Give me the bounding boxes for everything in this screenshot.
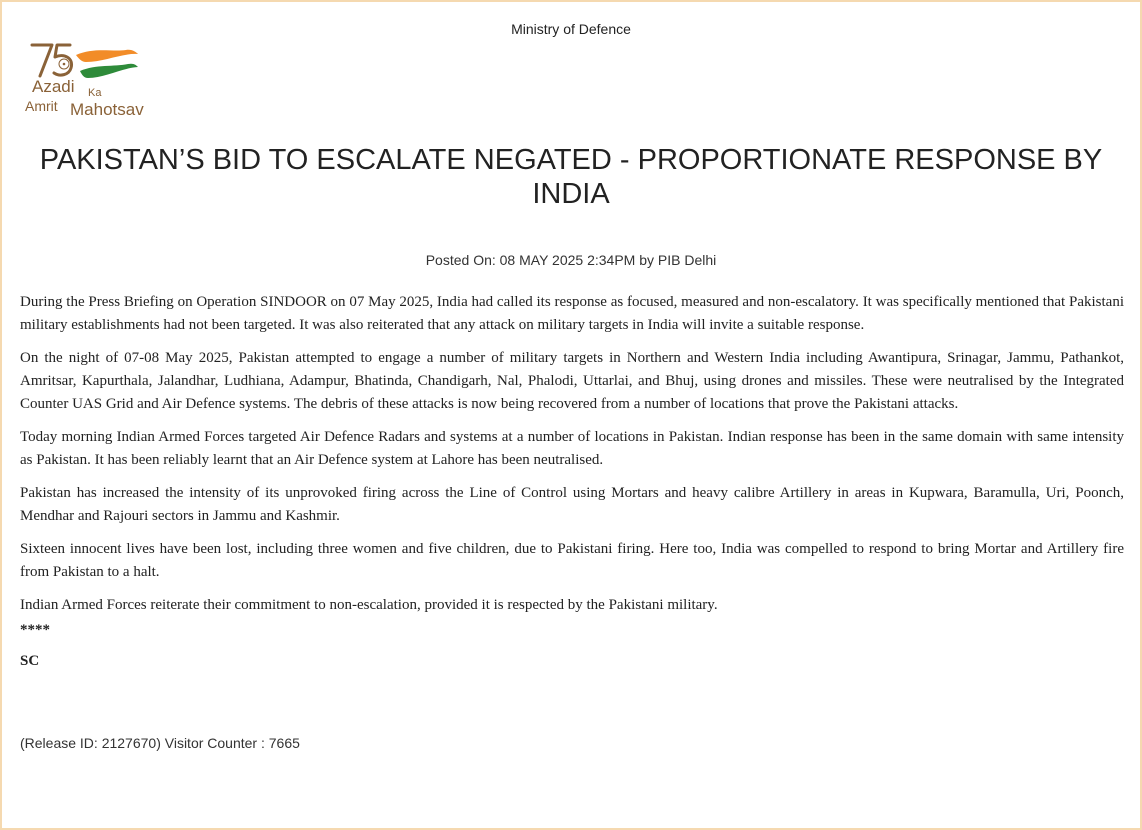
release-body: [20, 291, 1124, 683]
logo-text-azadi: Azadi: [32, 77, 75, 96]
page-title: PAKISTAN’S BID TO ESCALATE NEGATED - PROPORTIONATE RESPONSE BY INDIA: [39, 144, 1103, 210]
azadi-ka-amrit-mahotsav-logo: [24, 40, 169, 126]
body-paragraph: Indian Armed Forces reiterate their commitment to non-escalation, provided it is respected by the Pakistani military.: [20, 597, 718, 613]
logo-text-mahotsav: Mahotsav: [70, 100, 144, 119]
posted-on-line: Posted On: 08 MAY 2025 2:34PM by PIB Delhi: [425, 252, 717, 268]
release-id-visitor-counter: (Release ID: 2127670) Visitor Counter : 7665: [20, 735, 300, 751]
logo-text-ka: Ka: [88, 87, 102, 99]
body-paragraph: During the Press Briefing on Operation SINDOOR on 07 May 2025, India had called its response as focused, measured and non-escalatory. It was specifically mentioned that Pakistani military establishments had not been targeted. It was also reiterated that any attack on military targets in India will invite a suitable response.: [20, 294, 1124, 333]
section-separator: ****: [20, 622, 50, 638]
ministry-name: Ministry of Defence: [511, 21, 631, 37]
signature-initials: SC: [20, 653, 40, 669]
body-paragraph: Pakistan has increased the intensity of its unprovoked firing across the Line of Control using Mortars and heavy calibre Artillery in areas in Kupwara, Baramulla, Uri, Poonch, Mendhar and Rajouri sectors in Jammu and Kashmir.: [20, 485, 1124, 524]
body-paragraph: Sixteen innocent lives have been lost, including three women and five children, due to Pakistani firing. Here too, India was compelled to respond to bring Mortar and Artillery fire from Pakistan to a halt.: [20, 541, 1124, 580]
body-paragraph: Today morning Indian Armed Forces targeted Air Defence Radars and systems at a number of locations in Pakistan. Indian response has been in the same domain with same intensity as Pakistan. It has been reliably learnt that an Air Defence system at Lahore has been neutralised.: [20, 429, 1124, 468]
logo-text-amrit: Amrit: [25, 98, 58, 114]
body-paragraph: On the night of 07-08 May 2025, Pakistan attempted to engage a number of military targets in Northern and Western India including Awantipura, Srinagar, Jammu, Pathankot, Amritsar, Kapurthala, Jalandhar, Ludhiana, Adampur, Bhatinda, Chandigarh, Nal, Phalodi, Uttarlai, and Bhuj, using drones and missiles. These were neutralised by the Integrated Counter UAS Grid and Air Defence systems. The debris of these attacks is now being recovered from a number of locations that prove the Pakistani attacks.: [20, 350, 1124, 412]
